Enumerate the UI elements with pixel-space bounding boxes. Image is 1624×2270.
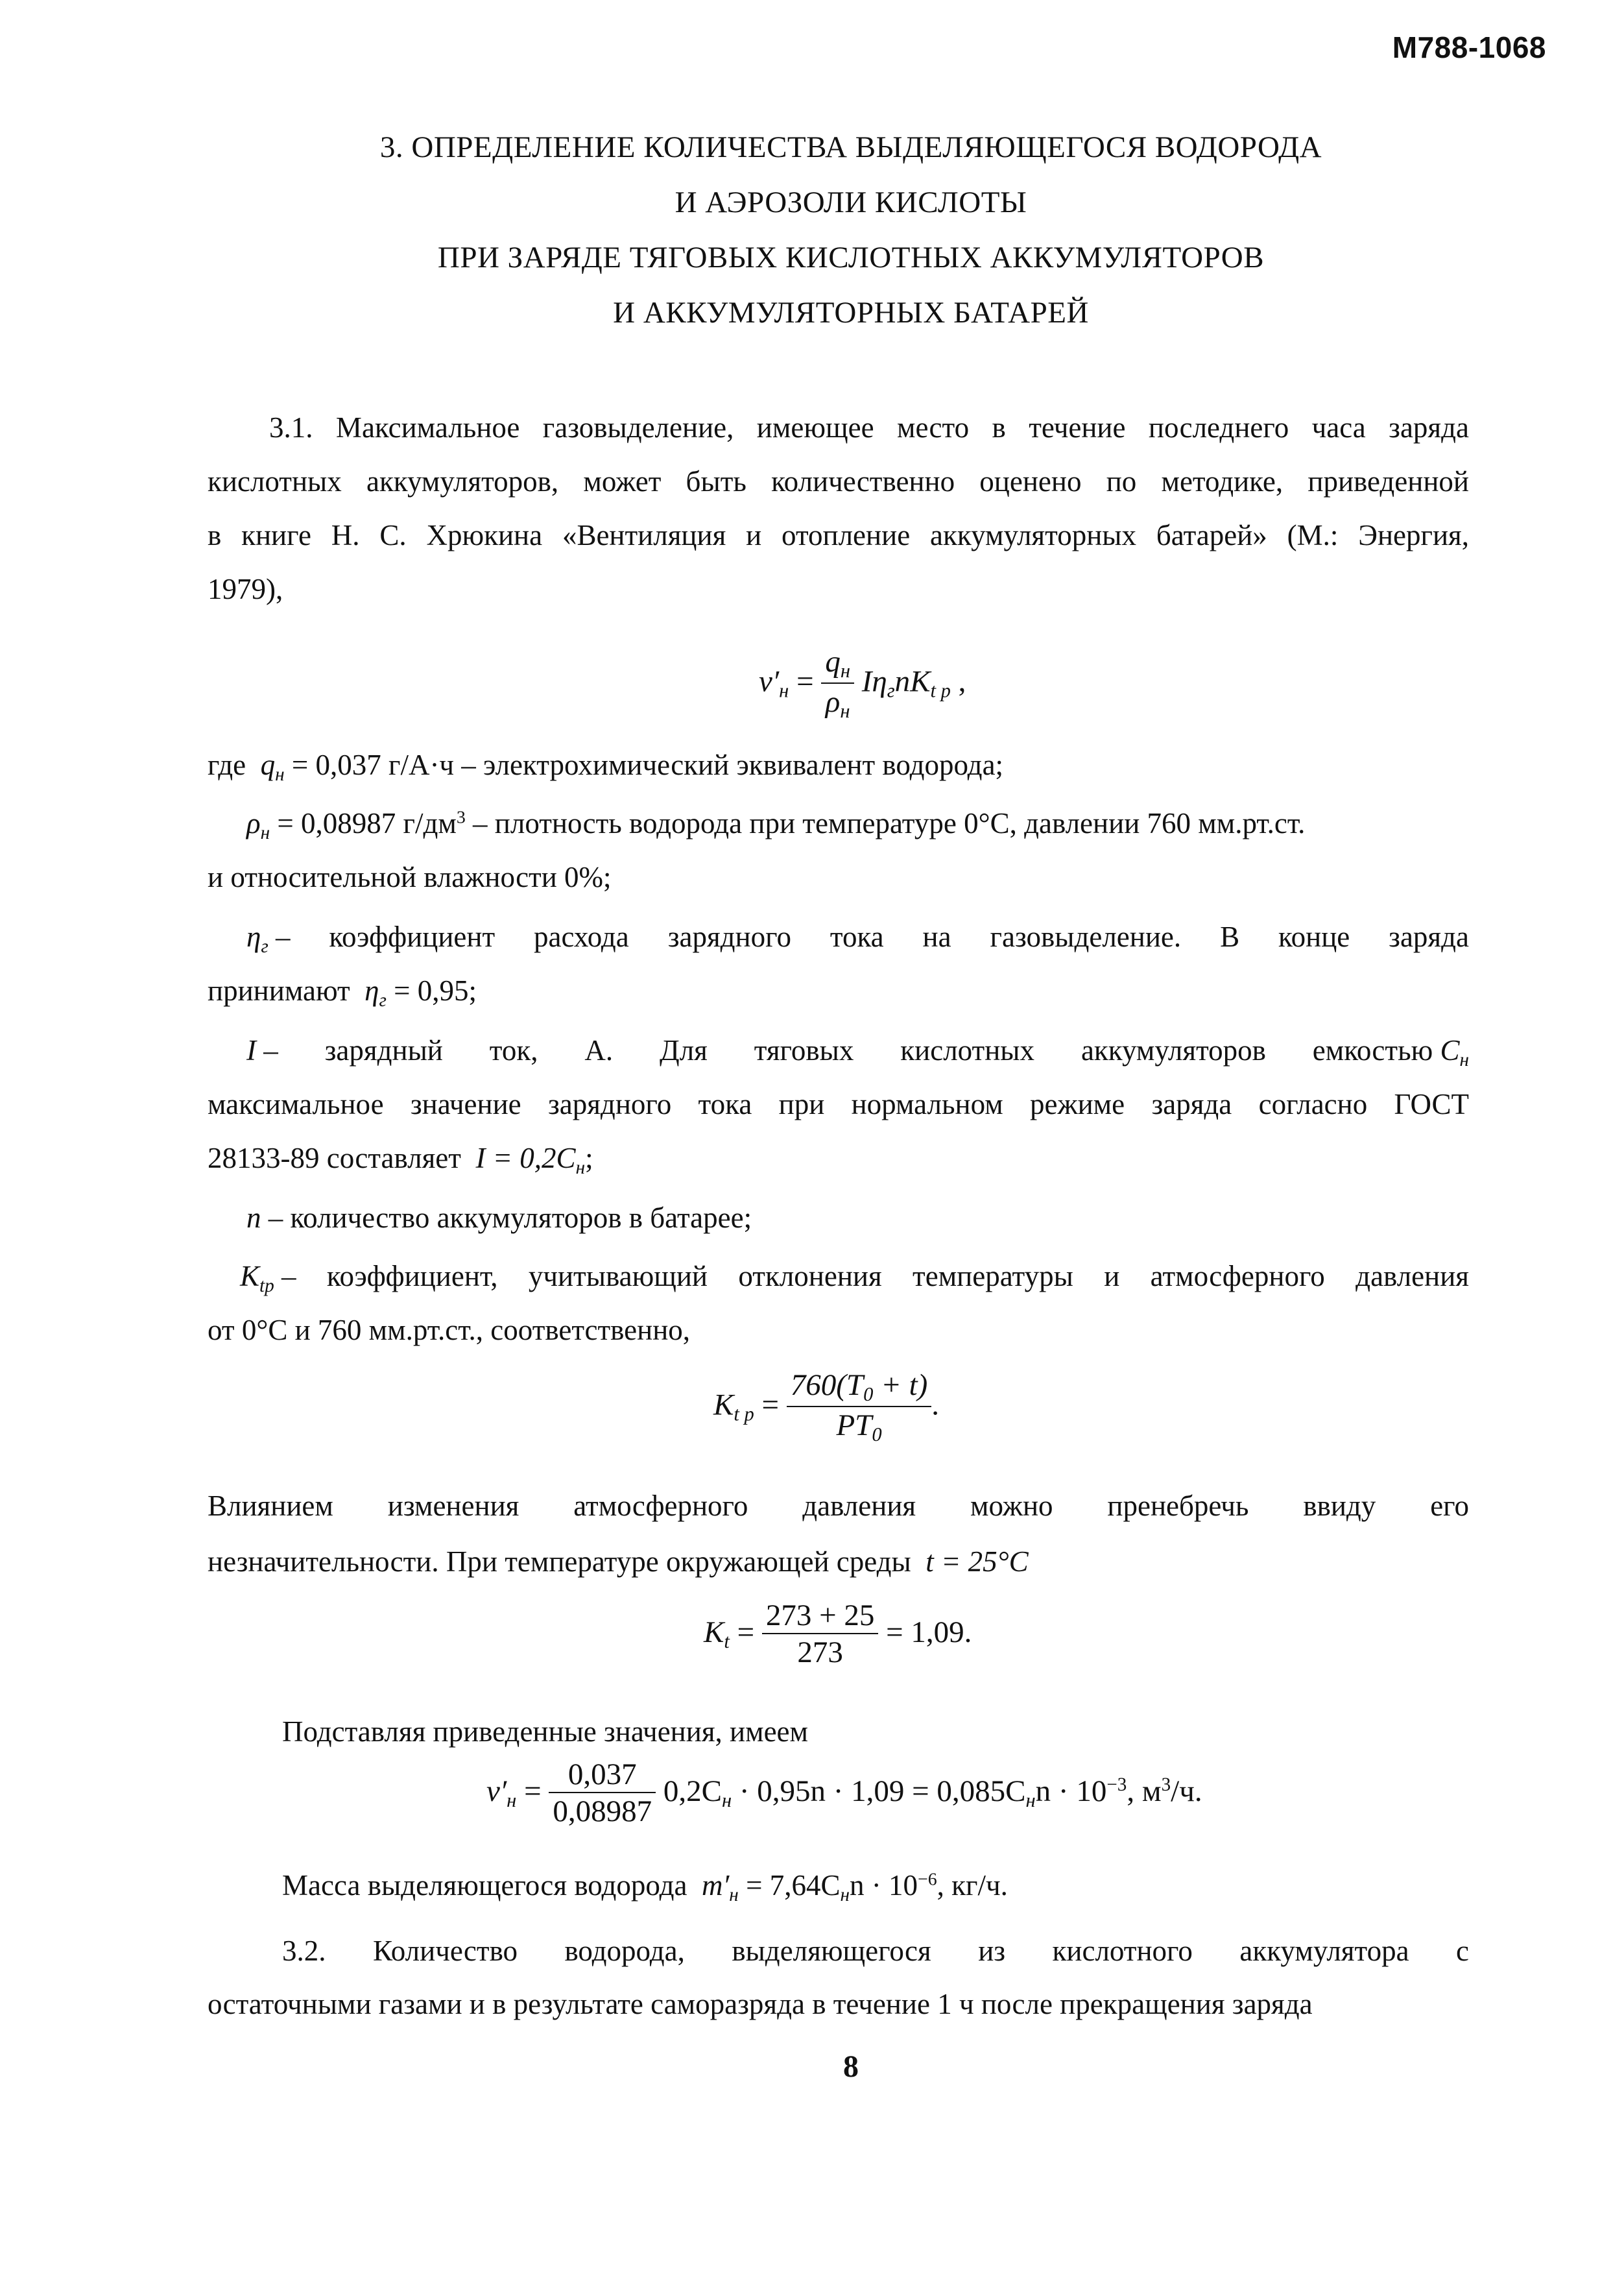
- eq1-fraction: $\frac{q_н}{\rho_н}$: [821, 646, 854, 723]
- def-eta: $\eta_г$ – коэффициент расхода зарядного тока на газовыделение. В конце заряда: [246, 921, 1469, 957]
- equation-hydrogen-result: $v'_н$ = $\frac{0,037}{0,08987}$ $0,2C_н \cdot 0,95n \cdot 1,09 = 0,085C_нn \cdot 10^{-3}$, $м^3/ч$.: [486, 1758, 1202, 1829]
- def-n: n – количество аккумуляторов в батарее;: [246, 1201, 752, 1234]
- section-title: [0, 120, 1624, 341]
- p-influence-line-1: Влиянием изменения атмосферного давления можно пренебречь ввиду его: [208, 1490, 1469, 1522]
- p-substitution: Подставляя приведенные значения, имеем: [282, 1715, 809, 1748]
- p31-line-2: кислотных аккумуляторов, может быть количественно оценено по методике, приведенной: [208, 465, 1469, 498]
- p31-line-3: в книге Н. С. Хрюкина «Вентиляция и отопление аккумуляторных батарей» (М.: Энергия,: [208, 519, 1469, 551]
- eq2-fraction: $\frac{760(T_0 + t)}{PT_0}$: [787, 1369, 932, 1447]
- def-k-cont: от 0°С и 760 мм.рт.ст., соответственно,: [208, 1314, 691, 1346]
- def-q: где $q_н = 0,037$ г/А·ч – электрохимический эквивалент водорода;: [208, 749, 1004, 785]
- title-line-3: ПРИ ЗАРЯДЕ ТЯГОВЫХ КИСЛОТНЫХ АККУМУЛЯТОРОВ: [437, 241, 1265, 274]
- def-i: I – зарядный ток, А. Для тяговых кислотных аккумуляторов емкостью $C_н$: [246, 1034, 1469, 1070]
- p31-line-1: 3.1. Максимальное газовыделение, имеющее место в течение последнего часа заряда: [269, 411, 1469, 444]
- p32-line-2: остаточными газами и в результате саморазряда в течение 1 ч после прекращения заряда: [208, 1988, 1313, 2020]
- def-i-cont-2: 28133-89 составляет $I = 0,2C_н$;: [208, 1142, 593, 1178]
- equation-hydrogen-volume: $v'_н$ = $\frac{q_н}{\rho_н}$ $I\eta_гnK_{t p}$ ,: [759, 645, 966, 722]
- title-line-1: 3. ОПРЕДЕЛЕНИЕ КОЛИЧЕСТВА ВЫДЕЛЯЮЩЕГОСЯ ВОДОРОДА: [379, 130, 1322, 164]
- def-eta-cont: принимают $\eta_г = 0,95$;: [208, 974, 477, 1011]
- document-id: М788-1068: [1392, 30, 1546, 64]
- equation-k-t: $K_t$ = $\frac{273 + 25}{273}$ = 1,09.: [704, 1599, 972, 1671]
- p32-line-1: 3.2. Количество водорода, выделяющегося из кислотного аккумулятора с: [282, 1935, 1469, 1967]
- page-number: 8: [843, 2049, 859, 2084]
- def-k: $K_{tp}$ – коэффициент, учитывающий отклонения температуры и атмосферного давления: [240, 1260, 1469, 1296]
- title-line-2: И АЭРОЗОЛИ КИСЛОТЫ: [675, 186, 1027, 219]
- title-line-4: И АККУМУЛЯТОРНЫХ БАТАРЕЙ: [613, 296, 1089, 330]
- equation-k-tp: $K_{t p}$ = $\frac{760(T_0 + t)}{PT_0}$ .: [713, 1368, 940, 1445]
- p-influence-line-2: незначительности. При температуре окружающей среды t = 25°С: [208, 1545, 1029, 1578]
- p31-line-4: 1979),: [208, 573, 283, 605]
- def-i-cont-1: максимальное значение зарядного тока при нормальном режиме заряда согласно ГОСТ: [208, 1088, 1469, 1120]
- eq3-fraction: $\frac{273 + 25}{273}$: [762, 1599, 879, 1671]
- mass-line: Масса выделяющегося водорода $m'_н = 7,64C_нn \cdot 10^{-6}$, кг/ч.: [282, 1869, 1008, 1905]
- def-rho-cont: и относительной влажности 0%;: [208, 861, 612, 893]
- eq4-fraction: $\frac{0,037}{0,08987}$: [549, 1758, 656, 1829]
- def-rho: $\rho_н = 0,08987$ $г/дм^3$ – плотность водорода при температуре 0°С, давлении 760 мм.рт.ст.: [246, 807, 1306, 843]
